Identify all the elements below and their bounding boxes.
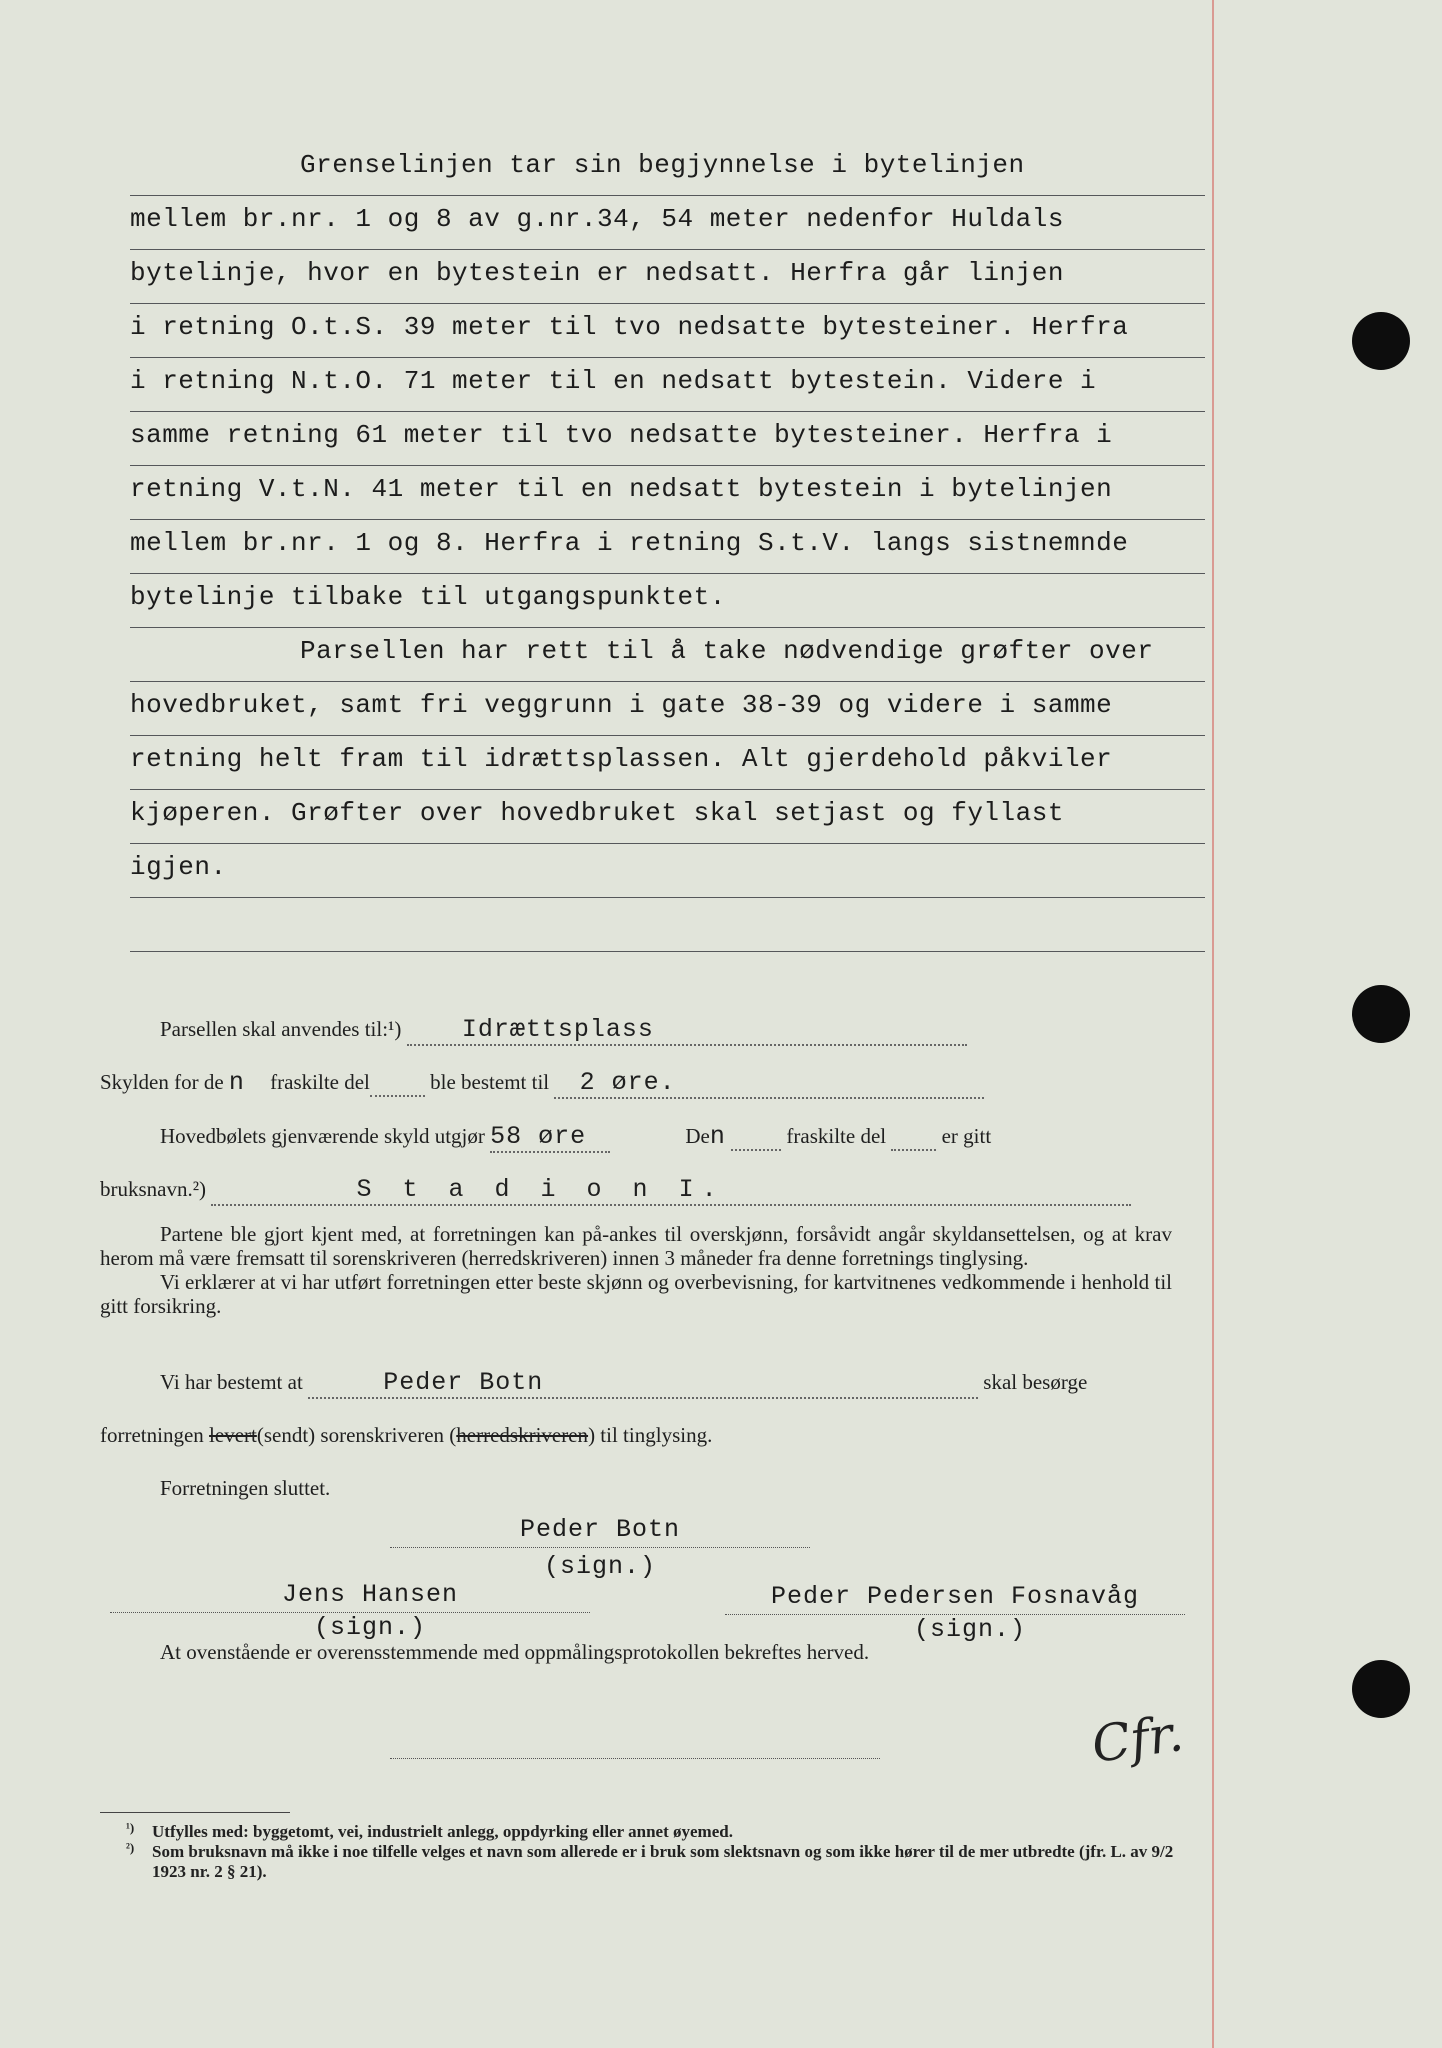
typed-line: retning V.t.N. 41 meter til en nedsatt bytestein i bytelinjen [130,466,1205,520]
footnote-item [126,1820,1182,1842]
typed-line: hovedbruket, samt fri veggrunn i gate 38-39 og videre i samme [130,682,1205,736]
typed-line: mellem br.nr. 1 og 8 av g.nr.34, 54 meter nedenfor Huldals [130,196,1205,250]
forr-struck1: levert [209,1423,257,1447]
typed-line: Grenselinjen tar sin begjynnelse i bytelinjen [130,142,1205,196]
forr-mid: (sendt) sorenskriveren ( [256,1423,457,1447]
bruksnavn-row [100,1175,1131,1206]
hoved-end: er gitt [941,1124,992,1148]
typed-line: mellem br.nr. 1 og 8. Herfra i retning S.t.V. langs sistnemnde [130,520,1205,574]
hoved-mid: De [685,1124,710,1148]
red-margin-line [1212,0,1214,2048]
typed-line [130,898,1205,952]
sluttet-text: Forretningen sluttet. [160,1476,331,1500]
left-sign-mark: (sign.) [313,1613,427,1642]
footnote-mark: ¹) [126,1820,135,1835]
certification-text: At ovenstående er overensstemmende med oppmålingsprotokollen bekreftes herved. [160,1640,870,1664]
typed-line: Parsellen har rett til å take nødvendige grøfter over [130,628,1205,682]
skyld-n: n [228,1068,245,1097]
punch-hole-icon [1352,1660,1410,1718]
footnote-item [126,1840,1182,1882]
skyld-row [100,1068,984,1099]
typed-description [130,142,1205,952]
hoved-mid2: fraskilte del [786,1124,887,1148]
forr-struck2: herredskriveren [456,1423,589,1447]
usage-row [160,1015,967,1046]
left-sign-name: Jens Hansen [281,1580,459,1609]
right-sign-mark: (sign.) [913,1615,1027,1644]
appeal-paragraph [100,1222,1172,1318]
declaration-text: Vi erklærer at vi har utført forretningen etter beste skjønn og overbevisning, for kartvitnenes vedkommende i henhold til gitt forsikring. [100,1270,1172,1318]
center-sign-name: Peder Botn [519,1515,681,1544]
bestemt-row [160,1368,1087,1399]
bruksnavn-value: S t a d i o n I. [356,1175,725,1204]
skyld-value: 2 øre. [579,1068,676,1097]
footnote-text: Som bruksnavn må ikke i noe tilfelle velges et navn som allerede er i bruk som slektsnavn og som ikke hører til de mer utbredte (jfr. L. av 9/2 1923 nr. 2 § 21). [152,1842,1174,1881]
typed-line: retning helt fram til idrættsplassen. Alt gjerdehold påkviler [130,736,1205,790]
usage-label: Parsellen skal anvendes til:¹) [160,1017,402,1041]
footnote-rule [100,1812,290,1813]
footnote-mark: ²) [126,1840,135,1855]
bestemt-value: Peder Botn [383,1368,544,1397]
punch-hole-icon [1352,985,1410,1043]
hoved-value: 58 øre [490,1122,587,1151]
typed-line: igjen. [130,844,1205,898]
footnotes [126,1820,1182,1882]
usage-value: Idrættsplass [461,1015,654,1044]
skyld-mid: fraskilte del [270,1070,370,1094]
bestemt-prefix: Vi har bestemt at [160,1370,303,1394]
footnote-text: Utfylles med: byggetomt, vei, industrielt anlegg, oppdyrking eller annet øyemed. [152,1822,733,1841]
hoved-prefix: Hovedbølets gjenværende skyld utgjør [160,1124,485,1148]
forr-suffix: ) til tinglysing. [588,1423,713,1447]
typed-line: i retning O.t.S. 39 meter til tvo nedsatte bytesteiner. Herfra [130,304,1205,358]
punch-hole-icon [1352,312,1410,370]
forr-prefix: forretningen [100,1423,204,1447]
typed-line: kjøperen. Grøfter over hovedbruket skal setjast og fyllast [130,790,1205,844]
forretning-row [100,1423,712,1448]
skyld-prefix: Skylden for de [100,1070,224,1094]
typed-line: bytelinje tilbake til utgangspunktet. [130,574,1205,628]
hoved-row [160,1122,991,1153]
right-sign-name: Peder Pedersen Fosnavåg [770,1582,1140,1611]
center-sign-mark: (sign.) [543,1552,657,1581]
typed-line: samme retning 61 meter til tvo nedsatte bytesteiner. Herfra i [130,412,1205,466]
typed-line: bytelinje, hvor en bytestein er nedsatt. Herfra går linjen [130,250,1205,304]
hoved-n: n [709,1122,726,1151]
skyld-mid2: ble bestemt til [430,1070,550,1094]
initials-signature: Cfr. [1088,1703,1187,1775]
bestemt-suffix: skal besørge [983,1370,1088,1394]
bruksnavn-label: bruksnavn.²) [100,1177,207,1201]
typed-line: i retning N.t.O. 71 meter til en nedsatt bytestein. Videre i [130,358,1205,412]
appeal-text: Partene ble gjort kjent med, at forretningen kan på-ankes til overskjønn, forsåvidt angår skyldansettelsen, og at krav herom må være fremsatt til sorenskriveren (herredskriveren) innen 3 måneder fra denne forretnings tinglysing. [100,1222,1172,1270]
